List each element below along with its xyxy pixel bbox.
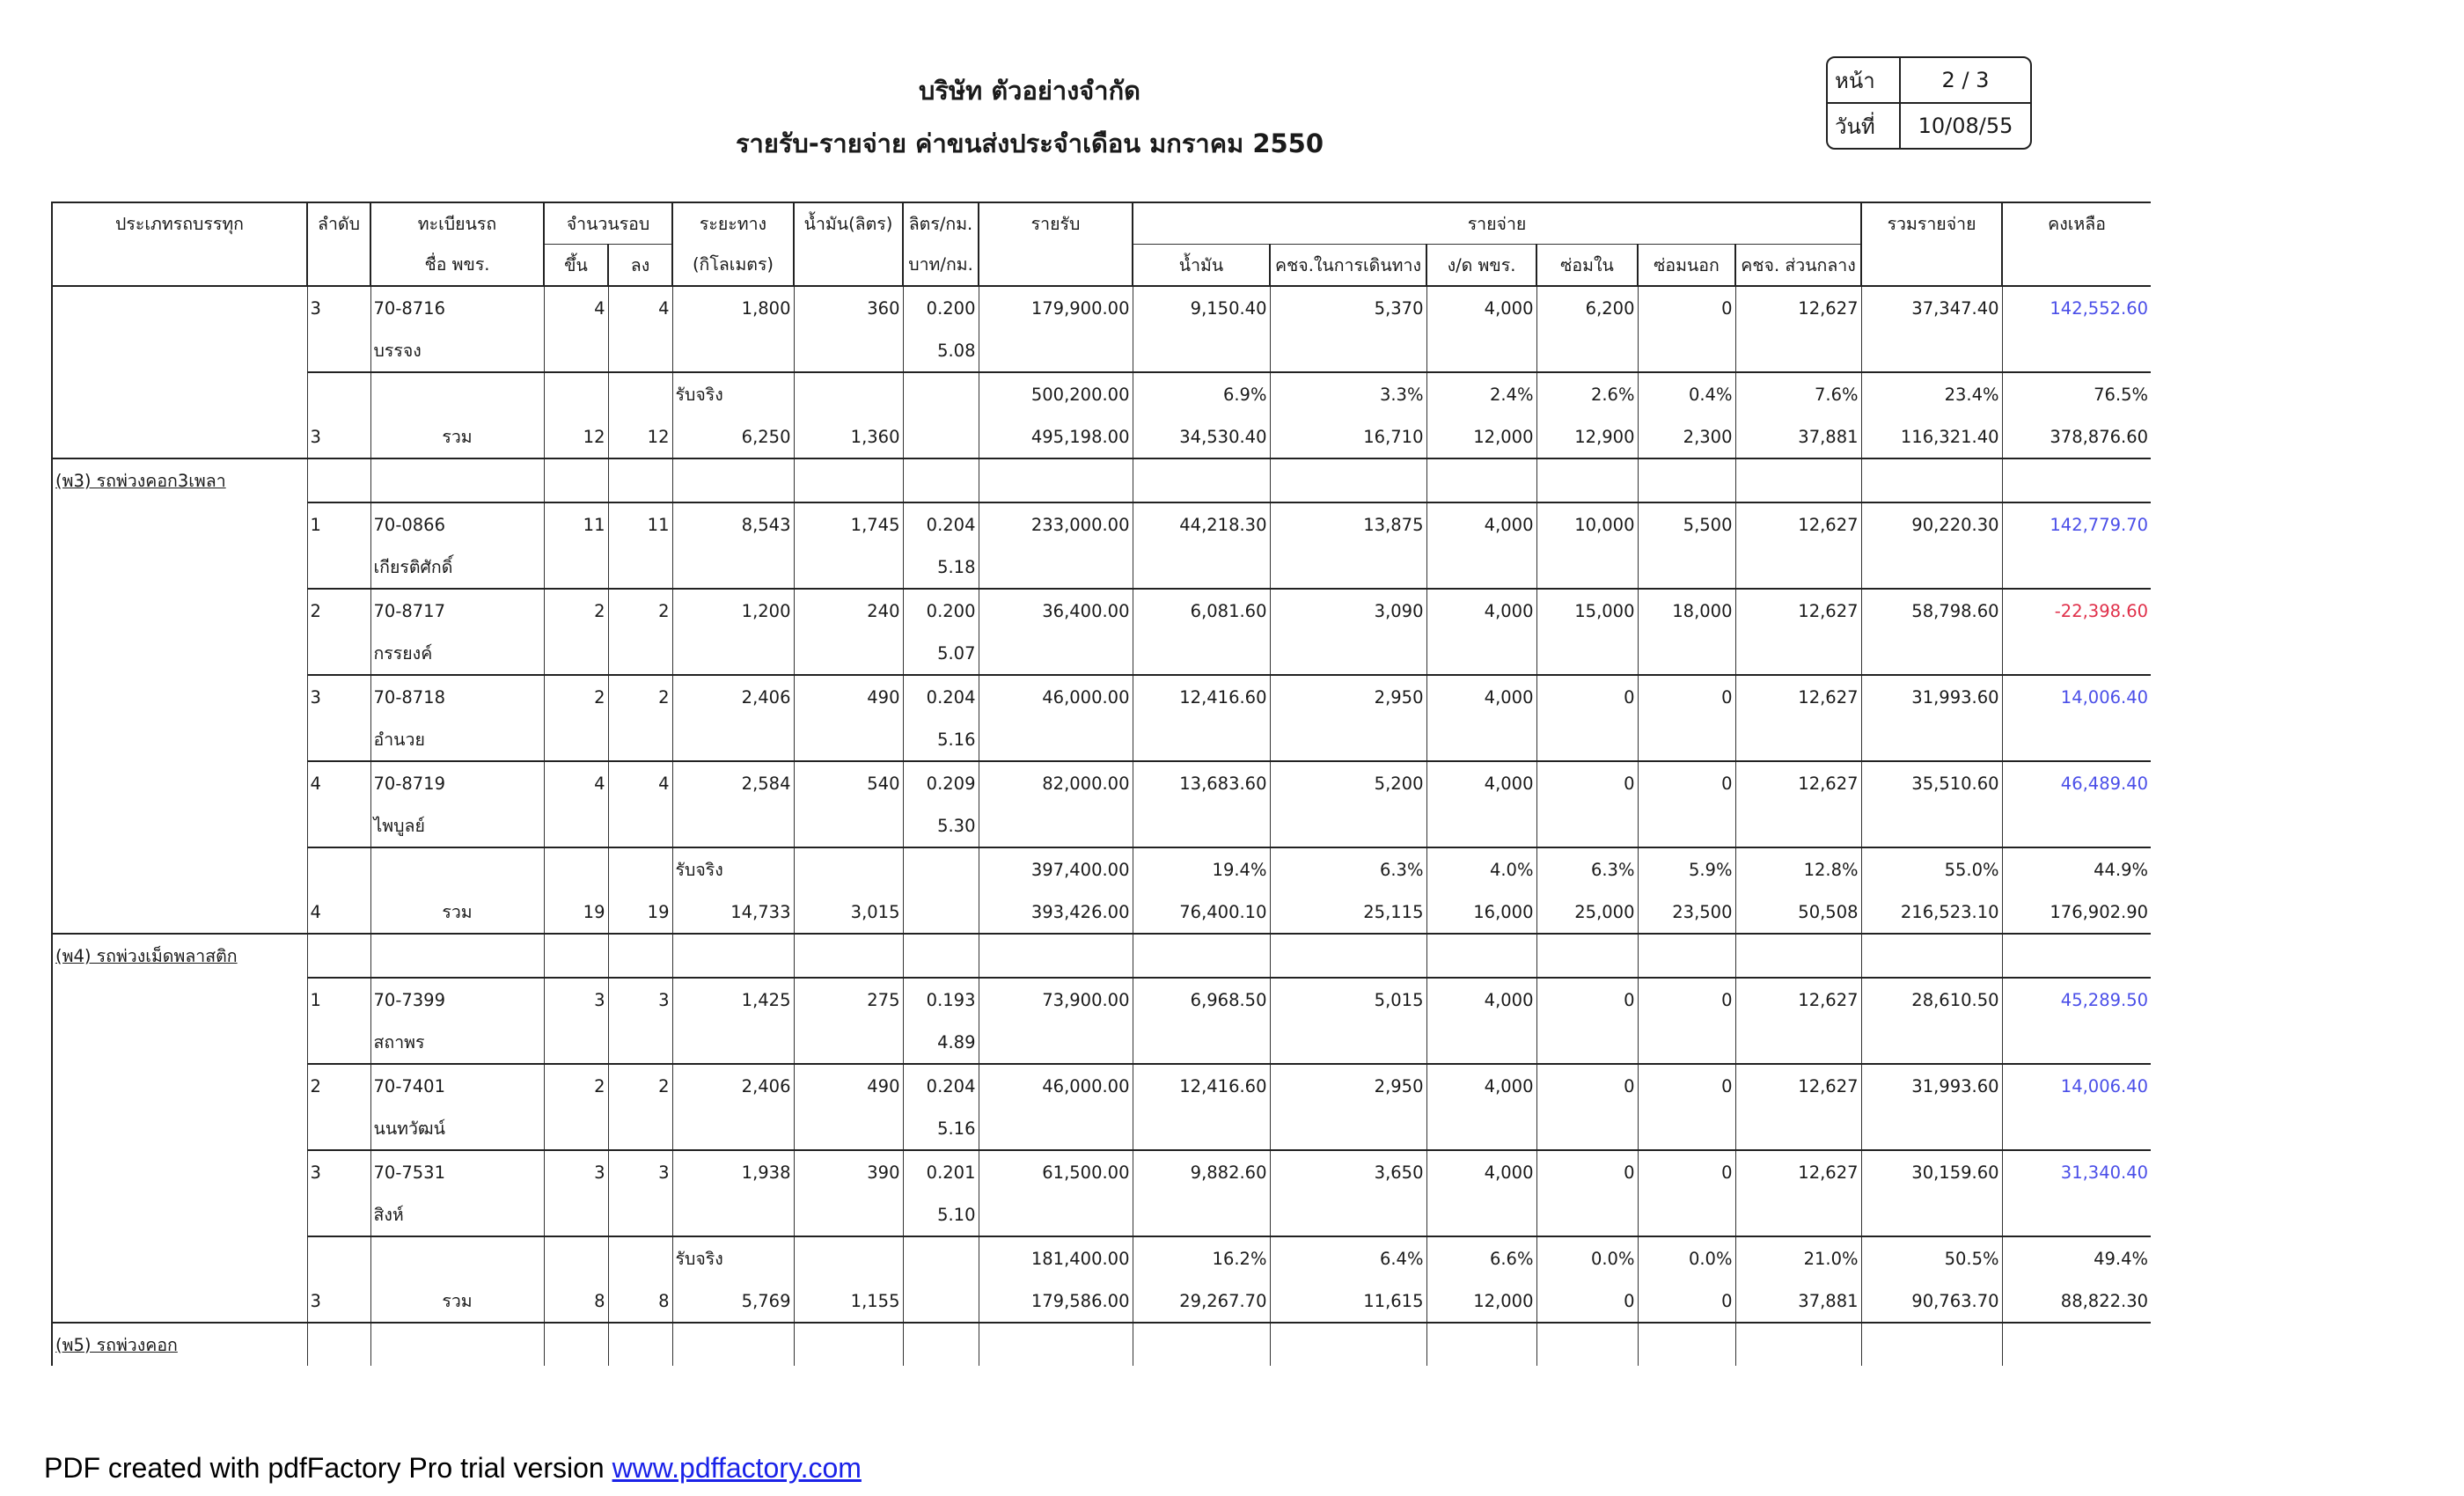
value-repair-out: 18,000 — [1638, 589, 1735, 632]
value-total-exp: 58,798.60 — [1861, 589, 2002, 632]
value-total-exp: 30,159.60 — [1861, 1150, 2002, 1193]
percent-travel: 3.3% — [1270, 372, 1426, 415]
value-central: 12,627 — [1735, 589, 1861, 632]
total-travel: 11,615 — [1270, 1280, 1426, 1323]
col-exp-fuel: น้ำมัน — [1133, 245, 1270, 287]
value-travel: 2,950 — [1270, 675, 1426, 718]
vehicle-row-2 — [52, 1021, 2151, 1064]
percent-driver-pay: 2.4% — [1426, 372, 1536, 415]
value-balance: 142,779.70 — [2002, 502, 2151, 546]
value-repair-in: 15,000 — [1536, 589, 1638, 632]
liters-per-km: 0.200 — [903, 589, 979, 632]
total-fuel: 76,400.10 — [1133, 891, 1270, 934]
total-balance: 88,822.30 — [2002, 1280, 2151, 1323]
category-label: (พ5) รถพ่วงคอก — [55, 1334, 178, 1355]
vehicle-row-2 — [52, 804, 2151, 847]
total-driver-pay: 16,000 — [1426, 891, 1536, 934]
fuel-liters: 240 — [794, 589, 903, 632]
total-trips-up: 12 — [544, 415, 608, 458]
value-balance: 14,006.40 — [2002, 1064, 2151, 1107]
summary-total-row — [52, 415, 2151, 458]
total-fuel: 34,530.40 — [1133, 415, 1270, 458]
value-repair-in: 10,000 — [1536, 502, 1638, 546]
total-fuel: 29,267.70 — [1133, 1280, 1270, 1323]
value-repair-out: 5,500 — [1638, 502, 1735, 546]
summary-total-row — [52, 891, 2151, 934]
col-trips-down: ลง — [608, 245, 672, 287]
total-count: 3 — [307, 1280, 370, 1323]
liters-per-km: 0.200 — [903, 286, 979, 329]
total-balance: 176,902.90 — [2002, 891, 2151, 934]
trips-up: 4 — [544, 286, 608, 329]
percent-central: 12.8% — [1735, 847, 1861, 891]
baht-per-km: 5.18 — [903, 546, 979, 589]
value-repair-out: 0 — [1638, 761, 1735, 804]
col-exp-driver: ง/ด พขร. — [1426, 245, 1536, 287]
total-trips-down: 12 — [608, 415, 672, 458]
value-fuel: 13,683.60 — [1133, 761, 1270, 804]
footer-link[interactable]: www.pdffactory.com — [612, 1452, 862, 1484]
col-exp-repair-out: ซ่อมนอก — [1638, 245, 1735, 287]
value-driver-pay: 4,000 — [1426, 1150, 1536, 1193]
distance-km: 1,800 — [672, 286, 794, 329]
driver-name: ไพบูลย์ — [370, 804, 544, 847]
footer-text: PDF created with pdfFactory Pro trial version — [44, 1452, 612, 1484]
value-fuel: 12,416.60 — [1133, 675, 1270, 718]
total-total-exp: 116,321.40 — [1861, 415, 2002, 458]
col-total-expense: รวมรายจ่าย — [1861, 202, 2002, 245]
value-central: 12,627 — [1735, 675, 1861, 718]
trips-up: 2 — [544, 589, 608, 632]
percent-fuel: 6.9% — [1133, 372, 1270, 415]
value-central: 12,627 — [1735, 1064, 1861, 1107]
value-income: 82,000.00 — [979, 761, 1133, 804]
percent-total-exp: 55.0% — [1861, 847, 2002, 891]
trips-down: 2 — [608, 675, 672, 718]
value-income: 233,000.00 — [979, 502, 1133, 546]
value-repair-in: 0 — [1536, 1064, 1638, 1107]
value-income: 73,900.00 — [979, 978, 1133, 1021]
category-row — [52, 1323, 2151, 1366]
vehicle-plate: 70-8718 — [370, 675, 544, 718]
percent-driver-pay: 4.0% — [1426, 847, 1536, 891]
vehicle-row-2 — [52, 632, 2151, 675]
percent-fuel: 16.2% — [1133, 1236, 1270, 1280]
distance-km: 2,584 — [672, 761, 794, 804]
total-repair-in: 12,900 — [1536, 415, 1638, 458]
percent-repair-in: 0.0% — [1536, 1236, 1638, 1280]
driver-name: บรรจง — [370, 329, 544, 372]
vehicle-seq: 3 — [307, 286, 370, 329]
value-income: 179,900.00 — [979, 286, 1133, 329]
vehicle-plate: 70-8717 — [370, 589, 544, 632]
baht-per-km: 5.07 — [903, 632, 979, 675]
distance-km: 1,200 — [672, 589, 794, 632]
vehicle-seq: 2 — [307, 1064, 370, 1107]
percent-driver-pay: 6.6% — [1426, 1236, 1536, 1280]
total-repair-out: 2,300 — [1638, 415, 1735, 458]
total-income: 393,426.00 — [979, 891, 1133, 934]
percent-repair-in: 6.3% — [1536, 847, 1638, 891]
value-travel: 3,650 — [1270, 1150, 1426, 1193]
total-count: 3 — [307, 415, 370, 458]
distance-km: 2,406 — [672, 1064, 794, 1107]
percent-repair-out: 5.9% — [1638, 847, 1735, 891]
percent-repair-out: 0.4% — [1638, 372, 1735, 415]
col-exp-central: คชจ. ส่วนกลาง — [1735, 245, 1861, 287]
value-balance: 46,489.40 — [2002, 761, 2151, 804]
total-central: 37,881 — [1735, 1280, 1861, 1323]
trips-down: 2 — [608, 589, 672, 632]
category-cell — [52, 934, 307, 978]
distance-km: 1,425 — [672, 978, 794, 1021]
value-central: 12,627 — [1735, 502, 1861, 546]
vehicle-plate: 70-7531 — [370, 1150, 544, 1193]
vehicle-row — [52, 502, 2151, 546]
percent-travel: 6.3% — [1270, 847, 1426, 891]
value-fuel: 6,968.50 — [1133, 978, 1270, 1021]
fuel-liters: 275 — [794, 978, 903, 1021]
col-trips: จำนวนรอบ — [544, 202, 672, 245]
value-repair-in: 6,200 — [1536, 286, 1638, 329]
distance-km: 1,938 — [672, 1150, 794, 1193]
percent-balance: 76.5% — [2002, 372, 2151, 415]
page-info-box — [1826, 56, 2032, 150]
liters-per-km: 0.209 — [903, 761, 979, 804]
col-exp-travel: คชจ.ในการเดินทาง — [1270, 245, 1426, 287]
trips-up: 3 — [544, 978, 608, 1021]
value-balance: 14,006.40 — [2002, 675, 2151, 718]
value-total-exp: 28,610.50 — [1861, 978, 2002, 1021]
date-label: วันที่ — [1828, 103, 1900, 148]
trips-down: 3 — [608, 978, 672, 1021]
total-liters: 1,155 — [794, 1280, 903, 1323]
total-travel: 16,710 — [1270, 415, 1426, 458]
baht-per-km: 4.89 — [903, 1021, 979, 1064]
total-trips-up: 8 — [544, 1280, 608, 1323]
value-repair-in: 0 — [1536, 675, 1638, 718]
percent-balance: 49.4% — [2002, 1236, 2151, 1280]
value-income: 61,500.00 — [979, 1150, 1133, 1193]
total-central: 37,881 — [1735, 415, 1861, 458]
distance-km: 2,406 — [672, 675, 794, 718]
col-rate2: บาท/กม. — [903, 245, 979, 287]
total-repair-in: 25,000 — [1536, 891, 1638, 934]
summary-percent-row — [52, 1236, 2151, 1280]
vehicle-row — [52, 761, 2151, 804]
value-balance: -22,398.60 — [2002, 589, 2151, 632]
value-driver-pay: 4,000 — [1426, 761, 1536, 804]
percent-travel: 6.4% — [1270, 1236, 1426, 1280]
page-label: หน้า — [1828, 58, 1900, 103]
value-central: 12,627 — [1735, 286, 1861, 329]
total-total-exp: 90,763.70 — [1861, 1280, 2002, 1323]
value-balance: 142,552.60 — [2002, 286, 2151, 329]
vehicle-plate: 70-7399 — [370, 978, 544, 1021]
summary-total-row — [52, 1280, 2151, 1323]
category-cell — [52, 458, 307, 502]
vehicle-row-2 — [52, 718, 2151, 761]
total-driver-pay: 12,000 — [1426, 1280, 1536, 1323]
total-liters: 1,360 — [794, 415, 903, 458]
value-repair-out: 0 — [1638, 1150, 1735, 1193]
value-repair-in: 0 — [1536, 978, 1638, 1021]
total-count: 4 — [307, 891, 370, 934]
percent-fuel: 19.4% — [1133, 847, 1270, 891]
col-expense: รายจ่าย — [1133, 202, 1861, 245]
value-repair-out: 0 — [1638, 1064, 1735, 1107]
col-distance: ระยะทาง — [672, 202, 794, 245]
value-travel: 5,370 — [1270, 286, 1426, 329]
vehicle-seq: 2 — [307, 589, 370, 632]
trips-up: 3 — [544, 1150, 608, 1193]
value-travel: 5,200 — [1270, 761, 1426, 804]
distance-km: 8,543 — [672, 502, 794, 546]
value-total-exp: 31,993.60 — [1861, 1064, 2002, 1107]
driver-name: เกียรติศักดิ์ — [370, 546, 544, 589]
percent-repair-out: 0.0% — [1638, 1236, 1735, 1280]
pdf-footer — [44, 1452, 862, 1485]
value-total-exp: 37,347.40 — [1861, 286, 2002, 329]
value-fuel: 44,218.30 — [1133, 502, 1270, 546]
baht-per-km: 5.16 — [903, 1107, 979, 1150]
percent-repair-in: 2.6% — [1536, 372, 1638, 415]
driver-name: สิงห์ — [370, 1193, 544, 1236]
value-fuel: 12,416.60 — [1133, 1064, 1270, 1107]
percent-income: 500,200.00 — [979, 372, 1133, 415]
category-label: (พ4) รถพ่วงเม็ดพลาสติก — [55, 946, 238, 966]
value-repair-out: 0 — [1638, 978, 1735, 1021]
total-repair-out: 23,500 — [1638, 891, 1735, 934]
report-body — [52, 286, 2151, 1366]
value-total-exp: 31,993.60 — [1861, 675, 2002, 718]
category-cell — [52, 1323, 307, 1366]
total-driver-pay: 12,000 — [1426, 415, 1536, 458]
value-driver-pay: 4,000 — [1426, 1064, 1536, 1107]
vehicle-row — [52, 1064, 2151, 1107]
driver-name: อำนวย — [370, 718, 544, 761]
total-income: 495,198.00 — [979, 415, 1133, 458]
trips-up: 2 — [544, 675, 608, 718]
fuel-liters: 390 — [794, 1150, 903, 1193]
value-repair-out: 0 — [1638, 286, 1735, 329]
actual-label: รับจริง — [672, 847, 794, 891]
trips-down: 4 — [608, 286, 672, 329]
col-distance-unit: (กิโลเมตร) — [672, 245, 794, 287]
col-fuel-liters: น้ำมัน(ลิตร) — [794, 202, 903, 245]
vehicle-row-2 — [52, 1193, 2151, 1236]
value-central: 12,627 — [1735, 761, 1861, 804]
col-rate: ลิตร/กม. — [903, 202, 979, 245]
fuel-liters: 1,745 — [794, 502, 903, 546]
value-fuel: 6,081.60 — [1133, 589, 1270, 632]
col-plate: ทะเบียนรถ — [370, 202, 544, 245]
total-trips-up: 19 — [544, 891, 608, 934]
value-central: 12,627 — [1735, 978, 1861, 1021]
baht-per-km: 5.30 — [903, 804, 979, 847]
percent-total-exp: 50.5% — [1861, 1236, 2002, 1280]
driver-name: สถาพร — [370, 1021, 544, 1064]
value-repair-in: 0 — [1536, 1150, 1638, 1193]
total-label: รวม — [370, 1280, 544, 1323]
actual-label: รับจริง — [672, 1236, 794, 1280]
value-total-exp: 35,510.60 — [1861, 761, 2002, 804]
value-total-exp: 90,220.30 — [1861, 502, 2002, 546]
value-driver-pay: 4,000 — [1426, 502, 1536, 546]
col-trips-up: ขึ้น — [544, 245, 608, 287]
trips-down: 3 — [608, 1150, 672, 1193]
vehicle-row-2 — [52, 546, 2151, 589]
col-income: รายรับ — [979, 202, 1133, 245]
total-balance: 378,876.60 — [2002, 415, 2151, 458]
category-row — [52, 934, 2151, 978]
percent-income: 397,400.00 — [979, 847, 1133, 891]
category-row — [52, 458, 2151, 502]
value-fuel: 9,150.40 — [1133, 286, 1270, 329]
total-total-exp: 216,523.10 — [1861, 891, 2002, 934]
trips-up: 2 — [544, 1064, 608, 1107]
category-label: (พ3) รถพ่วงคอก3เพลา — [55, 471, 226, 491]
total-trips-down: 19 — [608, 891, 672, 934]
value-income: 36,400.00 — [979, 589, 1133, 632]
col-driver: ชื่อ พขร. — [370, 245, 544, 287]
value-travel: 2,950 — [1270, 1064, 1426, 1107]
vehicle-plate: 70-8719 — [370, 761, 544, 804]
percent-total-exp: 23.4% — [1861, 372, 2002, 415]
value-travel: 5,015 — [1270, 978, 1426, 1021]
value-income: 46,000.00 — [979, 675, 1133, 718]
col-truck-type: ประเภทรถบรรทุก — [52, 202, 307, 245]
total-liters: 3,015 — [794, 891, 903, 934]
total-travel: 25,115 — [1270, 891, 1426, 934]
value-income: 46,000.00 — [979, 1064, 1133, 1107]
liters-per-km: 0.201 — [903, 1150, 979, 1193]
vehicle-seq: 1 — [307, 502, 370, 546]
value-balance: 31,340.40 — [2002, 1150, 2151, 1193]
value-driver-pay: 4,000 — [1426, 589, 1536, 632]
report-title: รายรับ-รายจ่าย ค่าขนส่งประจำเดือน มกราคม 2550 — [735, 128, 1324, 158]
total-repair-in: 0 — [1536, 1280, 1638, 1323]
liters-per-km: 0.204 — [903, 502, 979, 546]
value-driver-pay: 4,000 — [1426, 978, 1536, 1021]
total-distance: 6,250 — [672, 415, 794, 458]
vehicle-row-2 — [52, 1107, 2151, 1150]
baht-per-km: 5.16 — [903, 718, 979, 761]
col-seq: ลำดับ — [307, 202, 370, 245]
vehicle-row — [52, 675, 2151, 718]
fuel-liters: 360 — [794, 286, 903, 329]
value-travel: 3,090 — [1270, 589, 1426, 632]
percent-central: 7.6% — [1735, 372, 1861, 415]
report-table — [51, 202, 2151, 1366]
total-distance: 14,733 — [672, 891, 794, 934]
page-number: 2 / 3 — [1900, 58, 2030, 103]
vehicle-row — [52, 589, 2151, 632]
report-date: 10/08/55 — [1918, 114, 2013, 138]
percent-balance: 44.9% — [2002, 847, 2151, 891]
trips-up: 11 — [544, 502, 608, 546]
vehicle-plate: 70-8716 — [370, 286, 544, 329]
summary-percent-row — [52, 847, 2151, 891]
total-distance: 5,769 — [672, 1280, 794, 1323]
vehicle-row — [52, 1150, 2151, 1193]
driver-name: กรรยงค์ — [370, 632, 544, 675]
value-driver-pay: 4,000 — [1426, 286, 1536, 329]
col-balance: คงเหลือ — [2002, 202, 2151, 245]
total-central: 50,508 — [1735, 891, 1861, 934]
liters-per-km: 0.204 — [903, 1064, 979, 1107]
vehicle-seq: 3 — [307, 675, 370, 718]
company-name: บริษัท ตัวอย่างจำกัด — [919, 76, 1140, 106]
vehicle-seq: 4 — [307, 761, 370, 804]
fuel-liters: 490 — [794, 675, 903, 718]
vehicle-plate: 70-7401 — [370, 1064, 544, 1107]
summary-percent-row — [52, 372, 2151, 415]
total-label: รวม — [370, 891, 544, 934]
col-exp-repair-in: ซ่อมใน — [1536, 245, 1638, 287]
value-balance: 45,289.50 — [2002, 978, 2151, 1021]
total-income: 179,586.00 — [979, 1280, 1133, 1323]
value-repair-in: 0 — [1536, 761, 1638, 804]
vehicle-seq: 1 — [307, 978, 370, 1021]
trips-up: 4 — [544, 761, 608, 804]
value-fuel: 9,882.60 — [1133, 1150, 1270, 1193]
liters-per-km: 0.193 — [903, 978, 979, 1021]
baht-per-km: 5.10 — [903, 1193, 979, 1236]
total-trips-down: 8 — [608, 1280, 672, 1323]
value-travel: 13,875 — [1270, 502, 1426, 546]
trips-down: 4 — [608, 761, 672, 804]
trips-down: 11 — [608, 502, 672, 546]
value-driver-pay: 4,000 — [1426, 675, 1536, 718]
vehicle-plate: 70-0866 — [370, 502, 544, 546]
value-repair-out: 0 — [1638, 675, 1735, 718]
value-central: 12,627 — [1735, 1150, 1861, 1193]
total-repair-out: 0 — [1638, 1280, 1735, 1323]
vehicle-seq: 3 — [307, 1150, 370, 1193]
driver-name: นนทวัฒน์ — [370, 1107, 544, 1150]
baht-per-km: 5.08 — [903, 329, 979, 372]
trips-down: 2 — [608, 1064, 672, 1107]
vehicle-row — [52, 286, 2151, 329]
percent-central: 21.0% — [1735, 1236, 1861, 1280]
report-table-container — [51, 202, 2151, 1391]
fuel-liters: 490 — [794, 1064, 903, 1107]
liters-per-km: 0.204 — [903, 675, 979, 718]
vehicle-row-2 — [52, 329, 2151, 372]
fuel-liters: 540 — [794, 761, 903, 804]
vehicle-row — [52, 978, 2151, 1021]
total-label: รวม — [370, 415, 544, 458]
percent-income: 181,400.00 — [979, 1236, 1133, 1280]
actual-label: รับจริง — [672, 372, 794, 415]
